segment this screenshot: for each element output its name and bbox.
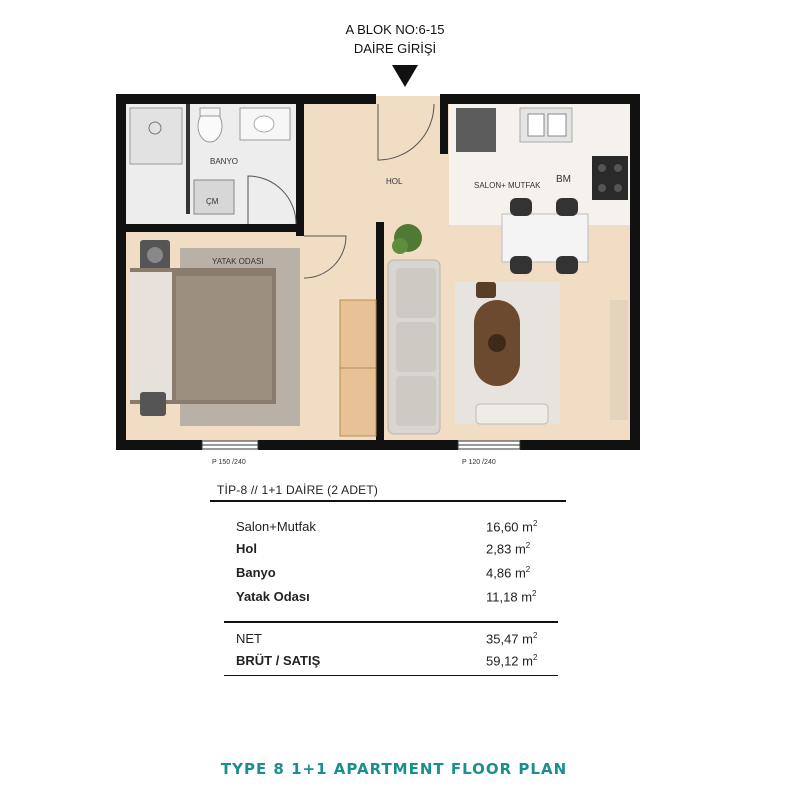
brut-value: 59,12 $m^2$ <box>486 653 538 669</box>
area-name: Salon+Mutfak <box>236 519 316 534</box>
net-label: NET <box>236 631 262 646</box>
area-row <box>236 519 556 539</box>
area-row <box>236 565 556 585</box>
net-row <box>236 631 556 651</box>
area-value: 4,86 $m^2$ <box>486 565 531 581</box>
area-value: 2,83 $m^2$ <box>486 541 531 557</box>
block-number: A BLOK NO:6-15 <box>345 22 445 37</box>
net-value: 35,47 $m^2$ <box>486 631 538 647</box>
table-mid-rule <box>224 621 558 623</box>
banyo-label: BANYO <box>210 157 239 166</box>
window-right-label: P 120 /240 <box>462 459 496 466</box>
entrance-text: DAİRE GİRİŞİ <box>353 41 437 56</box>
bm-label: BM <box>556 174 571 185</box>
area-row <box>236 541 556 561</box>
area-name: Banyo <box>236 565 276 580</box>
brut-label: BRÜT / SATIŞ <box>236 653 321 668</box>
area-value: 11,18 $m^2$ <box>486 589 537 605</box>
area-row <box>236 589 556 609</box>
table-top-rule <box>210 500 566 502</box>
cm-label: ÇM <box>206 197 219 206</box>
yatak-label: YATAK ODASI <box>212 257 264 266</box>
window-left-label: P 150 /240 <box>212 459 246 466</box>
salon-label: SALON+ MUTFAK <box>474 181 541 190</box>
window-right <box>458 441 520 449</box>
window-left <box>202 441 258 449</box>
table-title: TİP-8 // 1+1 DAİRE (2 ADET) <box>217 483 379 497</box>
plan-caption: TYPE 8 1+1 APARTMENT FLOOR PLAN <box>220 760 568 778</box>
hol-label: HOL <box>386 177 403 186</box>
area-name: Hol <box>236 541 257 556</box>
area-name: Yatak Odası <box>236 589 310 604</box>
brut-row <box>236 653 556 673</box>
table-bottom-rule <box>224 675 558 676</box>
area-value: 16,60 $m^2$ <box>486 519 538 535</box>
